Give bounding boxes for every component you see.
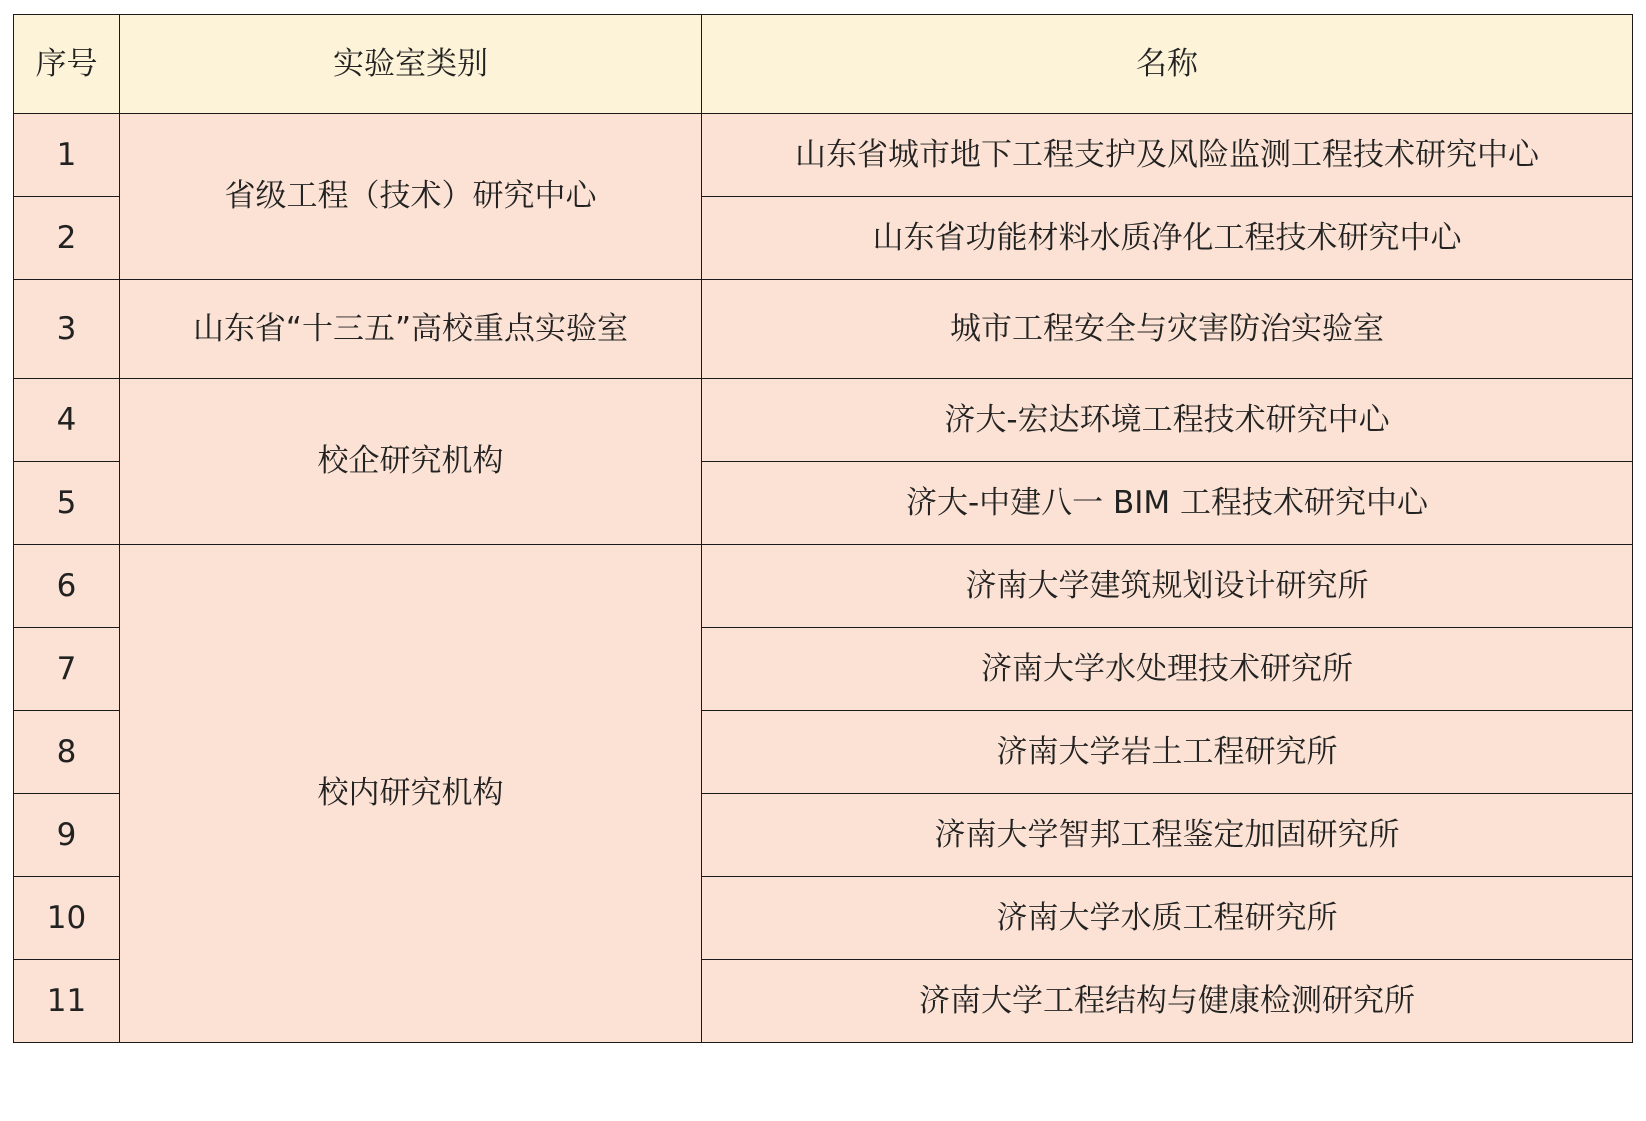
row-index: 7	[14, 628, 120, 711]
row-name: 山东省功能材料水质净化工程技术研究中心	[702, 197, 1633, 280]
row-name: 济南大学建筑规划设计研究所	[702, 545, 1633, 628]
header-index: 序号	[14, 15, 120, 114]
row-name: 济南大学工程结构与健康检测研究所	[702, 960, 1633, 1043]
row-name: 济大-宏达环境工程技术研究中心	[702, 379, 1633, 462]
row-name: 济南大学水处理技术研究所	[702, 628, 1633, 711]
table-row	[14, 280, 1633, 379]
category-cell: 省级工程（技术）研究中心	[120, 114, 702, 280]
row-name: 济南大学智邦工程鉴定加固研究所	[702, 794, 1633, 877]
header-row	[14, 15, 1633, 114]
category-cell: 校内研究机构	[120, 545, 702, 1043]
row-name: 济南大学水质工程研究所	[702, 877, 1633, 960]
table-row	[14, 545, 1633, 628]
row-index: 10	[14, 877, 120, 960]
row-index: 2	[14, 197, 120, 280]
row-index: 8	[14, 711, 120, 794]
row-name: 济大-中建八一 BIM 工程技术研究中心	[702, 462, 1633, 545]
row-name: 城市工程安全与灾害防治实验室	[702, 280, 1633, 379]
row-index: 3	[14, 280, 120, 379]
laboratory-table	[13, 14, 1633, 1043]
row-name: 济南大学岩土工程研究所	[702, 711, 1633, 794]
header-name: 名称	[702, 15, 1633, 114]
category-cell: 山东省“十三五”高校重点实验室	[120, 280, 702, 379]
category-cell: 校企研究机构	[120, 379, 702, 545]
header-category: 实验室类别	[120, 15, 702, 114]
row-index: 4	[14, 379, 120, 462]
row-name: 山东省城市地下工程支护及风险监测工程技术研究中心	[702, 114, 1633, 197]
row-index: 5	[14, 462, 120, 545]
table-row	[14, 379, 1633, 462]
row-index: 1	[14, 114, 120, 197]
row-index: 6	[14, 545, 120, 628]
row-index: 11	[14, 960, 120, 1043]
row-index: 9	[14, 794, 120, 877]
table-row	[14, 114, 1633, 197]
